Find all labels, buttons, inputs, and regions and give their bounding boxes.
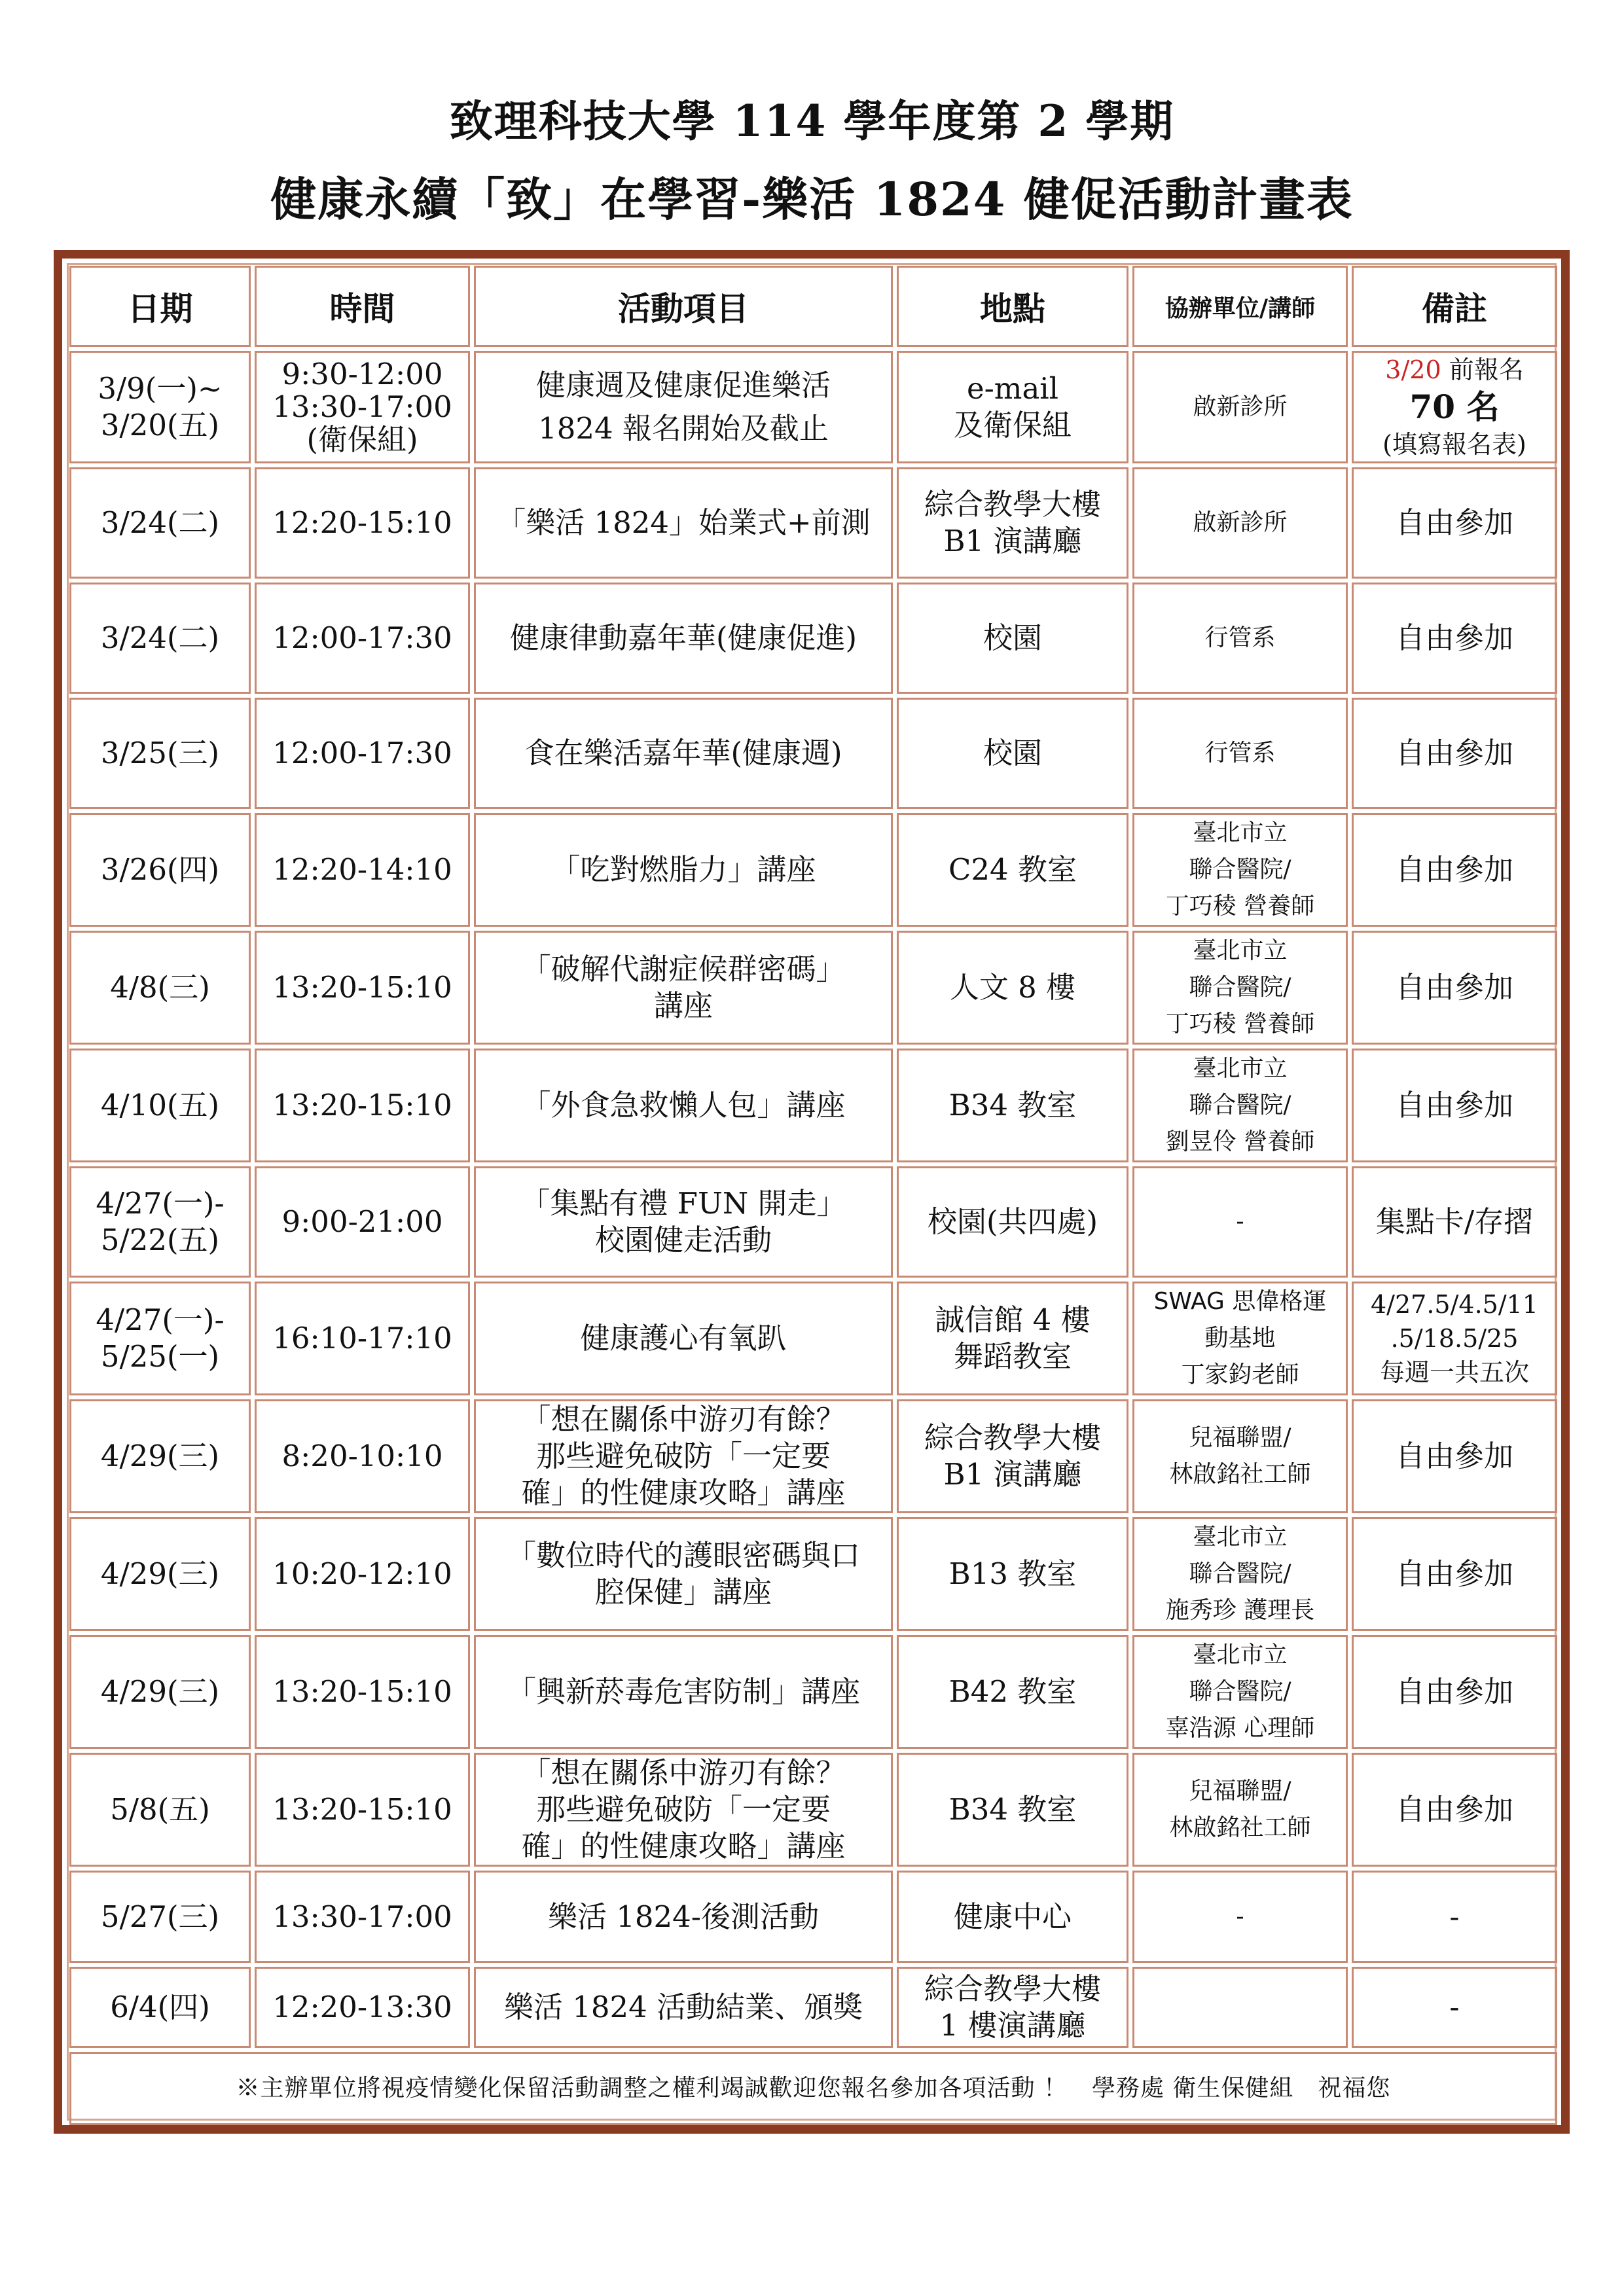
- cell-line: e-mail: [966, 371, 1059, 406]
- cell-location: [897, 1753, 1128, 1867]
- table-row: [69, 351, 1557, 463]
- cell-line: 集點卡/存摺: [1375, 1204, 1534, 1239]
- cell-line: 4/10(五): [100, 1088, 220, 1122]
- cell-host: [1132, 1049, 1348, 1162]
- cell-line: B34 教室: [948, 1792, 1077, 1827]
- cell-line: 3/24(二): [100, 620, 220, 655]
- cell-location: [897, 813, 1128, 927]
- cell-line: C24 教室: [948, 852, 1077, 887]
- cell-time: [255, 351, 470, 463]
- cell-line: 辜浩源 心理師: [1165, 1715, 1315, 1742]
- page-title: 致理科技大學 114 學年度第 2 學期: [449, 96, 1175, 147]
- cell-date: [69, 1282, 251, 1395]
- cell-location: [897, 467, 1128, 579]
- page-subtitle: 健康永續「致」在學習-樂活 1824 健促活動計畫表: [270, 172, 1354, 226]
- cell-line: 「破解代謝症候群密碼」: [521, 952, 846, 986]
- cell-line: 自由參加: [1395, 1674, 1513, 1709]
- cell-activity: [474, 931, 893, 1045]
- cell-date: [69, 1049, 251, 1162]
- cell-line: 校園健走活動: [594, 1223, 772, 1257]
- cell-host: [1132, 583, 1348, 694]
- cell-location: [897, 351, 1128, 463]
- deadline-label: 前報名: [1441, 355, 1524, 384]
- cell-line: 舞蹈教室: [953, 1339, 1072, 1374]
- cell-line: 4/29(三): [100, 1674, 220, 1709]
- cell-line: 及衛保組: [953, 408, 1072, 442]
- cell-line: 動基地: [1204, 1325, 1276, 1352]
- cell-line: 12:20-13:30: [272, 1990, 452, 2024]
- cell-activity: [474, 1635, 893, 1749]
- table-row: [69, 931, 1557, 1045]
- cell-line: 9:30-12:00: [281, 357, 443, 391]
- cell-line: 4/8(三): [110, 970, 210, 1005]
- cell-line: 啟新診所: [1193, 509, 1288, 536]
- cell-time: [255, 813, 470, 927]
- table-row: [69, 698, 1557, 809]
- cell-activity: [474, 583, 893, 694]
- cell-note: [1352, 1517, 1557, 1631]
- cell-line: 丁巧稜 營養師: [1165, 1011, 1315, 1037]
- cell-line: 人文 8 樓: [949, 970, 1076, 1005]
- cell-host: [1132, 1282, 1348, 1395]
- cell-line: 聯合醫院/: [1189, 974, 1291, 1001]
- cell-host: [1132, 1166, 1348, 1278]
- cell-line: 綜合教學大樓: [924, 1420, 1101, 1455]
- cell-line: 「外食急救懶人包」講座: [521, 1088, 846, 1122]
- cell-note: [1352, 1967, 1557, 2048]
- cell-location: [897, 698, 1128, 809]
- cell-note: [1352, 931, 1557, 1045]
- cell-time: [255, 1967, 470, 2048]
- cell-location: [897, 583, 1128, 694]
- cell-line: 12:20-14:10: [272, 852, 452, 887]
- cell-time: [255, 1166, 470, 1278]
- cell-line: 健康中心: [953, 1899, 1072, 1934]
- cell-line: 丁巧稜 營養師: [1165, 893, 1315, 920]
- cell-time: [255, 1635, 470, 1749]
- cell-line: 10:20-12:10: [272, 1556, 452, 1591]
- cell-line: 自由參加: [1395, 970, 1513, 1005]
- cell-line: 12:00-17:30: [272, 620, 452, 655]
- cell-line: 4/29(三): [100, 1556, 220, 1591]
- cell-line: 樂活 1824-後測活動: [547, 1899, 820, 1934]
- cell-line: 自由參加: [1395, 736, 1513, 770]
- cell-time: [255, 931, 470, 1045]
- cell-line: 自由參加: [1395, 852, 1513, 887]
- cell-activity: [474, 1166, 893, 1278]
- cell-line: 聯合醫院/: [1189, 1092, 1291, 1119]
- table-row: [69, 1517, 1557, 1631]
- table-row: [69, 467, 1557, 579]
- cell-line: 健康護心有氧趴: [580, 1321, 787, 1355]
- cell-line: 綜合教學大樓: [924, 1971, 1101, 2006]
- cell-location: [897, 1049, 1128, 1162]
- cell-line: 自由參加: [1395, 1088, 1513, 1122]
- table-row: [69, 1967, 1557, 2048]
- cell-line: 12:20-15:10: [272, 505, 452, 540]
- cell-line: 3/24(二): [100, 505, 220, 540]
- cell-time: [255, 1517, 470, 1631]
- cell-note: [1352, 813, 1557, 927]
- cell-time: [255, 1871, 470, 1963]
- cell-line: 3/25(三): [100, 736, 220, 770]
- table-row: [69, 1166, 1557, 1278]
- cell-line: 臺北市立: [1193, 819, 1288, 846]
- cell-line: 臺北市立: [1193, 937, 1288, 964]
- cell-activity: [474, 351, 893, 463]
- schedule-table: [65, 262, 1561, 2129]
- cell-date: [69, 698, 251, 809]
- cell-location: [897, 1871, 1128, 1963]
- cell-line: 自由參加: [1395, 1792, 1513, 1827]
- cell-activity: [474, 467, 893, 579]
- cell-line: -: [1236, 1208, 1244, 1235]
- cell-activity: [474, 698, 893, 809]
- footer-row: [69, 2052, 1557, 2125]
- cell-line: 健康律動嘉年華(健康促進): [509, 620, 857, 655]
- cell-line: B34 教室: [948, 1088, 1077, 1122]
- cell-line: 13:20-15:10: [272, 1088, 452, 1122]
- cell-activity: [474, 813, 893, 927]
- cell-location: [897, 1517, 1128, 1631]
- cell-line: 1824 報名開始及截止: [538, 411, 829, 446]
- cell-line: 食在樂活嘉年華(健康週): [524, 736, 842, 770]
- cell-time: [255, 1282, 470, 1395]
- cell-note: [1352, 1166, 1557, 1278]
- cell-location: [897, 1399, 1128, 1513]
- footer-note: ※主辦單位將視疫情變化保留活動調整之權利竭誠歡迎您報名參加各項活動 ！ 學務處 衛生保健組 祝福您: [69, 2052, 1557, 2125]
- col-header-host: 協辦單位/講師: [1132, 266, 1348, 347]
- cell-line: 13:30-17:00: [272, 389, 452, 424]
- cell-line: 兒福聯盟/: [1189, 1424, 1291, 1451]
- cell-date: [69, 1871, 251, 1963]
- cell-host: [1132, 1753, 1348, 1867]
- cell-line: 13:20-15:10: [272, 1792, 452, 1827]
- cell-line: 臺北市立: [1193, 1641, 1288, 1668]
- cell-note: [1352, 351, 1557, 463]
- cell-note: [1352, 1871, 1557, 1963]
- cell-date: [69, 813, 251, 927]
- cell-line: 講座: [653, 988, 713, 1023]
- col-header-time: 時間: [255, 266, 470, 347]
- cell-line: 林啟銘社工師: [1169, 1461, 1311, 1488]
- cell-line: 4/27(一)-: [96, 1186, 225, 1221]
- cell-line: 確」的性健康攻略」講座: [521, 1475, 846, 1510]
- cell-line: 校園: [983, 736, 1042, 770]
- cell-line: 自由參加: [1395, 1439, 1513, 1473]
- cell-line: 自由參加: [1395, 1556, 1513, 1591]
- cell-line: 8:20-10:10: [281, 1439, 443, 1473]
- cell-activity: [474, 1399, 893, 1513]
- cell-line: 「想在關係中游刃有餘？: [521, 1755, 846, 1790]
- cell-line: 16:10-17:10: [272, 1321, 452, 1355]
- cell-line: 5/27(三): [100, 1899, 220, 1934]
- cell-line: 那些避免破防「一定要: [535, 1792, 831, 1827]
- cell-location: [897, 1282, 1128, 1395]
- cell-line: [1358, 353, 1551, 387]
- cell-date: [69, 1166, 251, 1278]
- cell-line: 校園(共四處): [927, 1204, 1098, 1239]
- cell-line: 林啟銘社工師: [1169, 1814, 1311, 1841]
- cell-line: 自由參加: [1395, 505, 1513, 540]
- cell-date: [69, 1967, 251, 2048]
- cell-line: B1 演講廳: [943, 1457, 1082, 1492]
- cell-line: 6/4(四): [110, 1990, 210, 2024]
- cell-host: [1132, 351, 1348, 463]
- cell-line: 「吃對燃脂力」講座: [550, 852, 816, 887]
- cell-location: [897, 1166, 1128, 1278]
- cell-date: [69, 351, 251, 463]
- cell-line: 健康週及健康促進樂活: [535, 368, 831, 403]
- cell-line: 劉昱伶 營養師: [1165, 1128, 1315, 1155]
- cell-location: [897, 1635, 1128, 1749]
- cell-host: [1132, 1635, 1348, 1749]
- cell-line: 3/26(四): [100, 852, 220, 887]
- table-row: [69, 1282, 1557, 1395]
- cell-line: 9:00-21:00: [281, 1204, 443, 1239]
- cell-line: 12:00-17:30: [272, 736, 452, 770]
- cell-line: 4/27(一)-: [96, 1302, 225, 1337]
- cell-time: [255, 1753, 470, 1867]
- cell-line: 「數位時代的護眼密碼與口: [506, 1538, 860, 1573]
- table-row: [69, 1635, 1557, 1749]
- cell-line: 那些避免破防「一定要: [535, 1439, 831, 1473]
- header-row: [69, 266, 1557, 347]
- cell-time: [255, 698, 470, 809]
- cell-line: 行管系: [1204, 624, 1276, 651]
- cell-line: 聯合醫院/: [1189, 1560, 1291, 1587]
- cell-line: (填寫報名表): [1382, 430, 1526, 459]
- cell-activity: [474, 1753, 893, 1867]
- cell-line: .5/18.5/25: [1390, 1324, 1519, 1353]
- cell-line: [1138, 1283, 1342, 1320]
- cell-line: 聯合醫院/: [1189, 1678, 1291, 1705]
- cell-line: 綜合教學大樓: [924, 487, 1101, 522]
- cell-location: [897, 1967, 1128, 2048]
- cell-note: [1352, 1049, 1557, 1162]
- cell-date: [69, 1517, 251, 1631]
- cell-line: 「想在關係中游刃有餘？: [521, 1402, 846, 1437]
- table-row: [69, 1753, 1557, 1867]
- cell-line: 臺北市立: [1193, 1055, 1288, 1082]
- host-brand: SWAG: [1153, 1288, 1225, 1315]
- table-row: [69, 1399, 1557, 1513]
- cell-line: 確」的性健康攻略」講座: [521, 1829, 846, 1863]
- cell-date: [69, 1399, 251, 1513]
- cell-host: [1132, 467, 1348, 579]
- col-header-activity: 活動項目: [474, 266, 893, 347]
- table-row: [69, 1049, 1557, 1162]
- cell-line: 臺北市立: [1193, 1524, 1288, 1551]
- cell-line: 5/8(五): [110, 1792, 210, 1827]
- cell-host: [1132, 1871, 1348, 1963]
- cell-line: -: [1449, 1990, 1460, 2024]
- cell-host: [1132, 698, 1348, 809]
- cell-line: 樂活 1824 活動結業、頒獎: [503, 1990, 863, 2024]
- cell-date: [69, 1753, 251, 1867]
- col-header-note: 備註: [1352, 266, 1557, 347]
- cell-note: [1352, 1635, 1557, 1749]
- cell-line: 啟新診所: [1193, 393, 1288, 420]
- cell-line: B13 教室: [948, 1556, 1077, 1591]
- cell-time: [255, 1399, 470, 1513]
- cell-date: [69, 467, 251, 579]
- cell-line: 丁家鈞老師: [1181, 1361, 1299, 1388]
- cell-note: [1352, 583, 1557, 694]
- cell-line: 13:20-15:10: [272, 970, 452, 1005]
- cell-line: 3/20(五): [100, 408, 220, 442]
- cell-date: [69, 1635, 251, 1749]
- cell-time: [255, 467, 470, 579]
- cell-time: [255, 583, 470, 694]
- cell-activity: [474, 1282, 893, 1395]
- cell-host: [1132, 1967, 1348, 2048]
- cell-line: 5/25(一): [100, 1339, 220, 1374]
- cell-line: B1 演講廳: [943, 524, 1082, 558]
- cell-line: -: [1449, 1899, 1460, 1934]
- cell-activity: [474, 1967, 893, 2048]
- cell-line: (衛保組): [306, 422, 418, 457]
- cell-activity: [474, 1871, 893, 1963]
- cell-note: [1352, 1399, 1557, 1513]
- cell-line: 5/22(五): [100, 1223, 220, 1257]
- cell-line: 1 樓演講廳: [939, 2008, 1086, 2043]
- cell-line: 行管系: [1204, 740, 1276, 766]
- cell-line: 自由參加: [1395, 620, 1513, 655]
- cell-host: [1132, 1399, 1348, 1513]
- col-header-date: 日期: [69, 266, 251, 347]
- cell-note: [1352, 467, 1557, 579]
- cell-note: [1352, 698, 1557, 809]
- cell-activity: [474, 1517, 893, 1631]
- table-row: [69, 1871, 1557, 1963]
- cell-date: [69, 583, 251, 694]
- cell-date: [69, 931, 251, 1045]
- cell-host: [1132, 813, 1348, 927]
- cell-line: 4/27.5/4.5/11: [1371, 1290, 1538, 1319]
- cell-line: 兒福聯盟/: [1189, 1778, 1291, 1804]
- cell-line: 3/9(一)~: [98, 371, 223, 406]
- cell-line: 13:20-15:10: [272, 1674, 452, 1709]
- cell-host: [1132, 1517, 1348, 1631]
- quota: 70 名: [1409, 387, 1500, 426]
- table-row: [69, 813, 1557, 927]
- cell-note: [1352, 1282, 1557, 1395]
- cell-line: 「興新菸毒危害防制」講座: [506, 1674, 860, 1709]
- cell-line: 校園: [983, 620, 1042, 655]
- cell-line: 誠信館 4 樓: [935, 1302, 1091, 1337]
- cell-host: [1132, 931, 1348, 1045]
- host-brand-rest: 思偉格運: [1224, 1288, 1327, 1315]
- col-header-location: 地點: [897, 266, 1128, 347]
- cell-line: 施秀珍 護理長: [1165, 1597, 1315, 1624]
- cell-line: 「樂活 1824」始業式+前測: [496, 505, 871, 540]
- cell-line: 「集點有禮 FUN 開走」: [520, 1186, 846, 1221]
- cell-activity: [474, 1049, 893, 1162]
- cell-line: 4/29(三): [100, 1439, 220, 1473]
- cell-time: [255, 1049, 470, 1162]
- table-row: [69, 583, 1557, 694]
- cell-location: [897, 931, 1128, 1045]
- cell-note: [1352, 1753, 1557, 1867]
- cell-line: 聯合醫院/: [1189, 856, 1291, 883]
- cell-line: 每週一共五次: [1379, 1358, 1529, 1387]
- cell-line: -: [1236, 1903, 1244, 1930]
- cell-line: 腔保健」講座: [594, 1575, 772, 1609]
- cell-line: 13:30-17:00: [272, 1899, 452, 1934]
- cell-line: B42 教室: [948, 1674, 1077, 1709]
- deadline-date: 3/20: [1385, 355, 1441, 384]
